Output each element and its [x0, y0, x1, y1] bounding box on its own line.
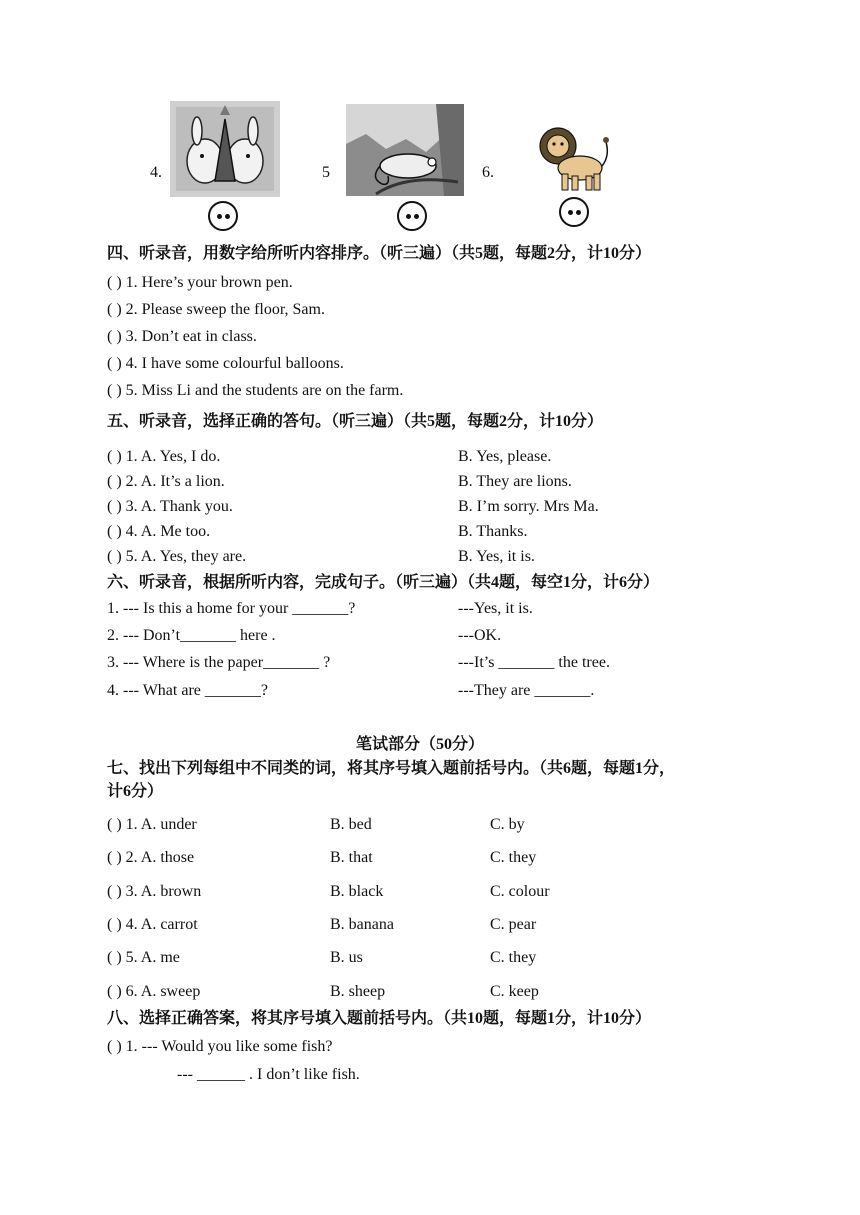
section-7-heading-cont: 计6分）: [107, 781, 164, 800]
section-6-heading: 六、听录音，根据所听内容，完成句子。（听三遍）（共4题，每空1分，计6分）: [107, 572, 660, 591]
question-item: 4. --- What are _______?: [107, 682, 268, 699]
question-item: ( ) 1. Here’s your brown pen.: [107, 274, 293, 291]
answer-item: ---Yes, it is.: [458, 600, 533, 617]
rabbits-carrot-picture: [170, 101, 280, 197]
written-part-heading: 笔试部分（50分）: [356, 734, 485, 753]
question-item: ( ) 1. --- Would you like some fish?: [107, 1038, 333, 1055]
question-item: ( ) 3. Don’t eat in class.: [107, 328, 257, 345]
answer-item: ---It’s _______ the tree.: [458, 654, 610, 671]
question-item: ( ) 3. A. brown: [107, 883, 202, 900]
option-b: B. that: [330, 849, 373, 866]
option-c: C. by: [490, 816, 525, 833]
picture-label-5: 5: [322, 164, 330, 181]
option-b: B. black: [330, 883, 384, 900]
question-item: ( ) 5. Miss Li and the students are on the farm.: [107, 382, 404, 399]
picture-label-6: 6.: [482, 164, 494, 181]
section-5-heading: 五、听录音，选择正确的答句。（听三遍）（共5题，每题2分，计10分）: [107, 411, 604, 430]
smiley-face-icon[interactable]: [208, 201, 238, 231]
smiley-face-icon[interactable]: [397, 201, 427, 231]
option-c: C. pear: [490, 916, 537, 933]
question-item: ( ) 5. A. Yes, they are.: [107, 548, 247, 565]
question-item: 1. --- Is this a home for your _______?: [107, 600, 356, 617]
question-item: 3. --- Where is the paper_______ ?: [107, 654, 331, 671]
option-c: C. keep: [490, 983, 539, 1000]
question-item: ( ) 2. A. those: [107, 849, 195, 866]
option-b: B. banana: [330, 916, 394, 933]
option-c: C. they: [490, 849, 537, 866]
option-b: B. bed: [330, 816, 372, 833]
option-b: B. us: [330, 949, 363, 966]
question-item: ( ) 4. A. Me too.: [107, 523, 211, 540]
option-c: C. they: [490, 949, 537, 966]
question-item: ( ) 6. A. sweep: [107, 983, 201, 1000]
question-item: ( ) 4. A. carrot: [107, 916, 198, 933]
option-b: B. Yes, it is.: [458, 548, 535, 565]
question-item: ( ) 1. A. under: [107, 816, 197, 833]
question-item: ( ) 4. I have some colourful balloons.: [107, 355, 344, 372]
question-item: ( ) 2. A. It’s a lion.: [107, 473, 225, 490]
picture-label-4: 4.: [150, 164, 162, 181]
section-4-heading: 四、听录音，用数字给所听内容排序。（听三遍）（共5题，每题2分，计10分）: [107, 243, 652, 262]
answer-item: ---They are _______.: [458, 682, 595, 699]
smiley-face-icon[interactable]: [559, 197, 589, 227]
question-item: ( ) 2. Please sweep the floor, Sam.: [107, 301, 325, 318]
section-7-heading: 七、找出下列每组中不同类的词，将其序号填入题前括号内。（共6题，每题1分，: [107, 758, 676, 777]
question-item: ( ) 3. A. Thank you.: [107, 498, 233, 515]
question-item: 2. --- Don’t_______ here .: [107, 627, 276, 644]
option-b: B. Thanks.: [458, 523, 528, 540]
answer-item: ---OK.: [458, 627, 502, 644]
section-8-heading: 八、选择正确答案，将其序号填入题前括号内。（共10题，每题1分，计10分）: [107, 1008, 652, 1027]
chameleon-picture: [346, 104, 464, 196]
option-b: B. They are lions.: [458, 473, 572, 490]
option-b: B. Yes, please.: [458, 448, 552, 465]
answer-item: --- ______ . I don’t like fish.: [177, 1066, 360, 1083]
question-item: ( ) 1. A. Yes, I do.: [107, 448, 221, 465]
option-b: B. sheep: [330, 983, 386, 1000]
lion-picture: [536, 122, 618, 194]
option-c: C. colour: [490, 883, 550, 900]
question-item: ( ) 5. A. me: [107, 949, 180, 966]
option-b: B. I’m sorry. Mrs Ma.: [458, 498, 599, 515]
